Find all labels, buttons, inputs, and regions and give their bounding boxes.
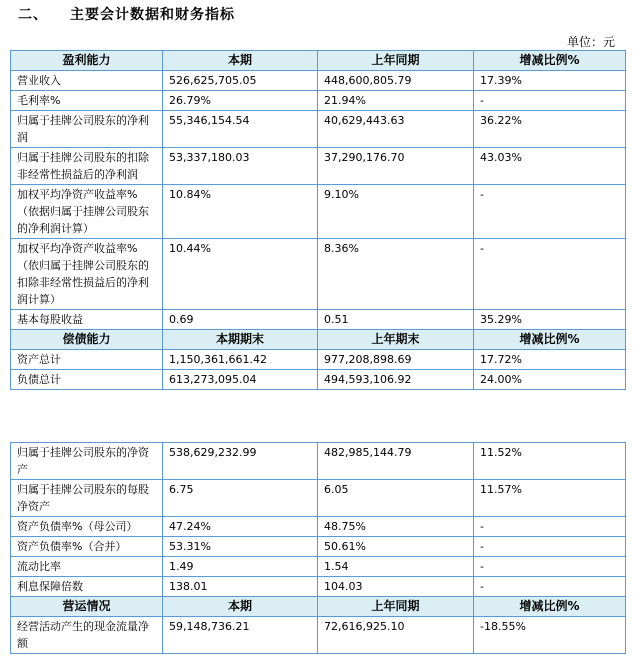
header-cell: 本期 — [163, 597, 318, 617]
row-label: 资产负债率%（母公司） — [11, 517, 163, 537]
row-label: 加权平均净资产收益率%（依据归属于挂牌公司股东的净利润计算） — [11, 185, 163, 239]
value-cell: 10.84% — [163, 185, 318, 239]
row-label: 基本每股收益 — [11, 310, 163, 330]
value-cell: 538,629,232.99 — [163, 443, 318, 480]
row-label: 资产总计 — [11, 350, 163, 370]
table-row — [11, 71, 626, 91]
header-cell: 上年同期 — [318, 51, 474, 71]
value-cell: 494,593,106.92 — [318, 370, 474, 390]
value-cell: 72,616,925.10 — [318, 617, 474, 654]
value-cell: 977,208,898.69 — [318, 350, 474, 370]
header-cell: 增减比例% — [474, 51, 626, 71]
table-row — [11, 350, 626, 370]
header-cell: 偿债能力 — [11, 330, 163, 350]
table-row — [11, 91, 626, 111]
value-cell: 448,600,805.79 — [318, 71, 474, 91]
value-cell: 26.79% — [163, 91, 318, 111]
row-label: 营业收入 — [11, 71, 163, 91]
row-label: 流动比率 — [11, 557, 163, 577]
table-row — [11, 557, 626, 577]
change-cell: - — [474, 557, 626, 577]
table-row — [11, 148, 626, 185]
change-cell: -18.55% — [474, 617, 626, 654]
row-label: 归属于挂牌公司股东的扣除非经常性损益后的净利润 — [11, 148, 163, 185]
section-title: 主要会计数据和财务指标 — [70, 7, 235, 23]
value-cell: 6.75 — [163, 480, 318, 517]
header-cell: 上年同期 — [318, 597, 474, 617]
value-cell: 59,148,736.21 — [163, 617, 318, 654]
value-cell: 53.31% — [163, 537, 318, 557]
header-cell: 本期 — [163, 51, 318, 71]
value-cell: 47.24% — [163, 517, 318, 537]
value-cell: 55,346,154.54 — [163, 111, 318, 148]
change-cell: 17.39% — [474, 71, 626, 91]
row-label: 归属于挂牌公司股东的净资产 — [11, 443, 163, 480]
header-cell: 增减比例% — [474, 597, 626, 617]
value-cell: 138.01 — [163, 577, 318, 597]
row-label: 归属于挂牌公司股东的净利润 — [11, 111, 163, 148]
value-cell: 1,150,361,661.42 — [163, 350, 318, 370]
change-cell: 36.22% — [474, 111, 626, 148]
table-row — [11, 185, 626, 239]
value-cell: 21.94% — [318, 91, 474, 111]
row-label: 利息保障倍数 — [11, 577, 163, 597]
change-cell: 11.57% — [474, 480, 626, 517]
financial-table-part2 — [10, 442, 626, 654]
table-row — [11, 537, 626, 557]
table-row — [11, 370, 626, 390]
value-cell: 1.54 — [318, 557, 474, 577]
row-label: 加权平均净资产收益率%（依归属于挂牌公司股东的扣除非经常性损益后的净利润计算） — [11, 239, 163, 310]
change-cell: - — [474, 185, 626, 239]
section-number: 二、 — [18, 7, 48, 23]
change-cell: - — [474, 577, 626, 597]
change-cell: - — [474, 239, 626, 310]
table-row — [11, 480, 626, 517]
table-row — [11, 577, 626, 597]
header-cell: 增减比例% — [474, 330, 626, 350]
value-cell: 1.49 — [163, 557, 318, 577]
table-row — [11, 111, 626, 148]
row-label: 归属于挂牌公司股东的每股净资产 — [11, 480, 163, 517]
table-header-row — [11, 330, 626, 350]
table-row — [11, 239, 626, 310]
change-cell: 24.00% — [474, 370, 626, 390]
table-row — [11, 443, 626, 480]
section-heading — [18, 4, 235, 24]
table-row — [11, 617, 626, 654]
change-cell: 35.29% — [474, 310, 626, 330]
change-cell: 11.52% — [474, 443, 626, 480]
change-cell: 17.72% — [474, 350, 626, 370]
table-row — [11, 310, 626, 330]
row-label: 毛利率% — [11, 91, 163, 111]
table-header-row — [11, 597, 626, 617]
value-cell: 0.51 — [318, 310, 474, 330]
row-label: 负债总计 — [11, 370, 163, 390]
change-cell: - — [474, 517, 626, 537]
row-label: 资产负债率%（合并） — [11, 537, 163, 557]
value-cell: 526,625,705.05 — [163, 71, 318, 91]
value-cell: 9.10% — [318, 185, 474, 239]
header-cell: 盈利能力 — [11, 51, 163, 71]
unit-label: 单位：元 — [566, 35, 615, 49]
value-cell: 37,290,176.70 — [318, 148, 474, 185]
value-cell: 6.05 — [318, 480, 474, 517]
value-cell: 613,273,095.04 — [163, 370, 318, 390]
header-cell: 本期期末 — [163, 330, 318, 350]
table-row — [11, 517, 626, 537]
financial-table-part1 — [10, 50, 626, 390]
header-cell: 营运情况 — [11, 597, 163, 617]
header-cell: 上年期末 — [318, 330, 474, 350]
value-cell: 10.44% — [163, 239, 318, 310]
value-cell: 50.61% — [318, 537, 474, 557]
value-cell: 0.69 — [163, 310, 318, 330]
value-cell: 104.03 — [318, 577, 474, 597]
change-cell: 43.03% — [474, 148, 626, 185]
value-cell: 482,985,144.79 — [318, 443, 474, 480]
value-cell: 53,337,180.03 — [163, 148, 318, 185]
table-header-row — [11, 51, 626, 71]
value-cell: 8.36% — [318, 239, 474, 310]
value-cell: 40,629,443.63 — [318, 111, 474, 148]
row-label: 经营活动产生的现金流量净额 — [11, 617, 163, 654]
change-cell: - — [474, 537, 626, 557]
value-cell: 48.75% — [318, 517, 474, 537]
change-cell: - — [474, 91, 626, 111]
